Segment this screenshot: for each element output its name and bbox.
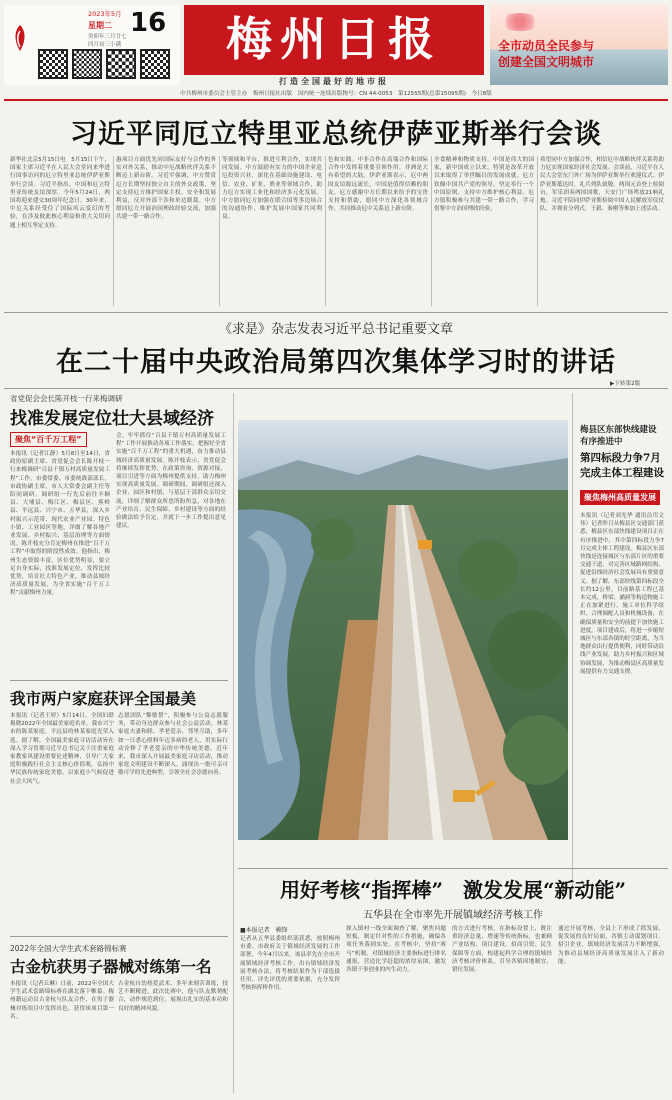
- section-rule: [4, 388, 668, 389]
- right-story-title-small-2: 有序推进中: [580, 437, 623, 447]
- section-rule: [10, 936, 228, 937]
- banner-line-1: 全市动员全民参与: [498, 39, 595, 53]
- sport-story-title: 古金杭获男子器械对练第一名: [10, 957, 212, 976]
- masthead-date-panel: [4, 5, 180, 85]
- qr-code-icon: [140, 49, 170, 79]
- column-divider: [537, 156, 538, 306]
- masthead-lunar-2: 四月初三小满: [88, 42, 122, 48]
- left-story-body-col-2: 会，牢牢抓住“百县千镇万村高质量发展工程”工作开展推动各项工作落实，把握好全省实施“百千万工程”的重大机遇，奋力推动县域经济高质量发展。陈开枝表示，省党促会将继续发挥优势，在政策咨询、资源对接、项目引进等方面为梅州提供支持，助力梅州实现高质量发展。调研期间，调研组还深入企业、园区和村镇，与基层干部群众亲切交流，详细了解群众所思所盼所急，对各地在产业培育、民生保障、乡村建设等方面的经验做法给予肯定，并就下一步工作提出意见建议。: [116, 433, 226, 530]
- masthead: [4, 5, 668, 85]
- right-story-title-big-1: 第四标段力争7月: [580, 452, 661, 464]
- left-story-body-col-1: 本报讯（记者江静）5月8日至14日，省政协原副主席、省党促会会长陈开枝一行来梅调研“百县千镇万村高质量发展工程”工作。市委常委、市委统战部部长，市政协副主席，市人大常委会副主任等陪同调研。调研组一行先后前往丰顺县、大埔县、梅江区、梅县区、蕉岭县、平远县、兴宁市、五华县，深入乡村振兴示范带、现代农业产业园、特色小镇、工业园区等地，详细了解各地产业发展、乡村振兴、基层治理等方面情况。陈开枝充分肯定梅州在推进“百千万工程”中取得的阶段性成效。他指出，梅州生态资源丰富，区位优势明显，要立足自身实际，找准发展定位，发挥比较优势，培育壮大特色产业，推动县域经济高质量发展，为全省实施“百千万工程”贡献梅州力量。: [10, 451, 110, 597]
- kaohe-body-col-2: 探入镇村一线全面调查了解，聚焦问题短板，制定针对性的工作措施，确保各项任务落到实处。在考核中，坚持“赛马”机制，对镇域经济主要指标进行排名通报，营造比学赶超的浓厚氛围，激发各镇干事创业的内生动力。: [346, 926, 446, 974]
- kaohe-title: 用好考核“指挥棒” 激发发展“新动能”: [279, 878, 626, 902]
- kaohe-body-col-1: 记者从五华县委组织部获悉，按照梅州市委、市政府关于镇域经济发展的工作部署，今年4月以来，该县率先在全市开展镇域经济考核工作，出台镇域经济发展考核办法，将考核结果作为干部选拔任用、评先评优的重要依据，充分发挥考核指挥棒作用。: [240, 936, 340, 992]
- qr-code-icon: [72, 49, 102, 79]
- masthead-date: 2023年5月: [88, 10, 122, 18]
- masthead-emblem-icon: [10, 23, 30, 53]
- right-story-tag: 聚焦梅州高质量发展: [580, 490, 660, 505]
- column-divider: [113, 156, 114, 306]
- right-story-title-small-1: 梅县区东部快线建设: [580, 425, 657, 435]
- banner-flower-icon: [500, 13, 540, 31]
- kaohe-byline: ■本报记者 赖锋: [240, 927, 288, 934]
- masthead-rule: [4, 99, 668, 101]
- column-divider: [219, 156, 220, 306]
- right-story-body: 本报讯（记者刘光华 通讯员邝文伟）记者昨日从梅县区交通部门获悉，梅县区东部快线建设项目正在有序推进中，其中第四标段力争7月完成主体工程建设。梅县区东部快线是连接城区与东部片区的重要交通干道，对完善区域路网结构、促进沿线经济社会发展具有重要意义。据了解，东部快线第四标段全长约12公里，目前路基工程已基本完成，桥梁、涵洞等构造物施工正在加紧进行。施工单位科学组织、合理调配人员和机械设备，在确保质量和安全的前提下加快施工进度。项目建成后，将进一步缩短城区与东部各镇的时空距离，为当地群众出行提供便利，同时带动沿线产业发展，助力乡村振兴和区域协调发展，为推动梅县区高质量发展提供有力交通支撑。: [580, 513, 664, 675]
- headline-body-col-2: 惠项目方面优先同国际友好与合作的务实对外关系，推动中厄战略伙伴关系不断迈上新台阶。习近平强调，中方赞赏厄方长期坚持独立自主的外交政策，坚定支持厄方维护国家主权、安全和发展利益，反对外部干涉和单边制裁。中方愿同厄方开展治国理政经验交流，加强共建一带一路合作。: [116, 157, 216, 221]
- column-divider: [233, 393, 234, 1093]
- qr-code-icon: [38, 49, 68, 79]
- headline-body-col-1: 新华社北京5月15日电 5月15日下午，国家主席习近平在人民大会堂同来华进行国事访问的厄立特里亚总统伊萨亚斯举行会谈。习近平指出，中国和厄立特里亚传统友谊深厚。今年5月24日，两国将迎来建交30周年纪念日。30年来，中厄关系经受住了国际风云变幻的考验，在涉及彼此核心利益和重大关切问题上相互坚定支持。: [10, 157, 110, 229]
- headline-body-col-5: 全食精神和物质支持。中国是伟大的国家，新中国成立以来，特别是改革开放以来取得了举世瞩目的发展成就。厄方钦佩中国共产党的领导，坚定奉行一个中国原则，支持中方维护核心利益。厄方愿积极参与共建一带一路合作，学习借鉴中方治国理政经验。: [434, 157, 534, 213]
- construction-photo: [238, 420, 568, 840]
- civilization-banner: [490, 5, 668, 85]
- banner-line-2: 创建全国文明城市: [498, 55, 595, 69]
- sport-story-kicker: 2022年全国大学生武术套路锦标赛: [10, 944, 127, 953]
- headline-body-col-6: 希望同中方加强合作，相信厄中战略伙伴关系将助力厄实现国家经济社会发展。会谈前，习近平在人民大会堂东门外广场为伊萨亚斯举行欢迎仪式。伊萨亚斯抵达时，礼兵列队致敬。两国元首登上检阅台，军乐团奏两国国歌，天安门广场鸣放21响礼炮。习近平陪同伊萨亚斯检阅中国人民解放军仪仗队，并观看分列式。王毅、秦刚等参加上述活动。: [540, 157, 664, 213]
- sport-story-body-col-1: 本报讯（记者丘琳）日前，2022年全国大学生武术套路锦标赛在湖北落下帷幕。梅州籍运动员古金杭与队友合作，在男子器械对练项目中发挥出色，获得该项目第一名。: [10, 981, 114, 1020]
- qiushi-jump-link[interactable]: ▶下转第2版: [610, 381, 641, 387]
- column-divider: [572, 393, 573, 893]
- left-story-title: 找准发展定位壮大县域经济: [10, 409, 214, 429]
- kaohe-body-col-3: 的方式进行考核，在指标设置上，既注重经济总量、增速等传统指标，也兼顾产业结构、项目建设、招商引资、民生保障等方面，构建起科学合理的镇域经济考核评价体系，引导各镇因地制宜、错位发展。: [452, 926, 552, 974]
- masthead-slogan: 打造全国最好的地市报: [279, 76, 389, 86]
- qiushi-title: 在二十届中央政治局第四次集体学习时的讲话: [56, 347, 616, 378]
- masthead-day: 16: [130, 8, 167, 38]
- section-rule: [4, 312, 668, 313]
- masthead-lunar-1: 癸卯年三月廿七: [88, 34, 127, 40]
- masthead-weekday: 星期二: [88, 21, 112, 30]
- section-rule: [10, 680, 228, 681]
- headline-body-col-3: 等领域和平台，推进互利合作，实现共同发展。中方鼓励有实力的中国企业赴厄投资兴业，深化在基础设施建设、电信、农业、矿业、渔业等领域合作，助力厄方实现工业化和经济多元化发展。中方愿同厄方加强在联合国等多边场合的沟通协作，维护发展中国家共同利益。: [222, 157, 322, 221]
- qr-code-icon: [106, 49, 136, 79]
- kaohe-body-col-4: 通过开展考核，全县上下形成了抓发展、促发展的良好局面，各镇主动谋划项目、招引企业，镇域经济发展活力不断增强，为推动县域经济高质量发展注入了新动能。: [558, 926, 664, 965]
- right-story-title-big-2: 完成主体工程建设: [580, 467, 664, 479]
- headline-body-col-4: 色和实践。中非合作在高端合作和国际合作中发挥着重要引领作用。非洲是大有希望的大陆。伊萨亚斯表示，厄中两国友谊源远流长，中国是值得信赖的朋友。厄方感谢中方长期以来给予的宝贵支持和帮助，愿同中方深化各领域合作，共同推动厄中关系迈上新台阶。: [328, 157, 428, 213]
- prize-story-title: 我市两户家庭获评全国最美: [10, 689, 197, 708]
- column-divider: [431, 156, 432, 306]
- masthead-title-block: [184, 5, 484, 75]
- masthead-title: 梅州日报: [226, 12, 442, 66]
- construction-photo-image: [238, 420, 568, 840]
- left-story-tag: 聚焦“百千万工程”: [10, 432, 87, 447]
- headline-title: 习近平同厄立特里亚总统伊萨亚斯举行会谈: [70, 119, 602, 150]
- section-rule: [238, 868, 668, 869]
- qiushi-kicker: 《求是》杂志发表习近平总书记重要文章: [218, 322, 453, 337]
- left-story-kicker: 省党促会会长陈开枝一行来梅调研: [10, 394, 123, 403]
- masthead-info: 中共梅州市委员会主管主办 梅州日报社出版 国内统一连续出版物号：CN 44-0053 第12555期(总第15095期) 今日8版: [180, 91, 492, 97]
- prize-story-body-col-2: 志愿团队“黎敏帮”，积极参与公益志愿服务，带动身边群众参与社会公益活动。林某家庭夫妻和睦、孝老爱亲、邻里互助，多年如一日悉心照料年迈多病的老人，用实际行动诠释了孝老爱亲的中华传统美德。近年来，我市深入开展最美家庭寻访活动，推动家庭文明建设不断深入，涌现出一批可亲可敬可学的先进典型，引领全社会崇德向善。: [118, 713, 228, 777]
- prize-story-body-col-1: 本报讯（记者王婷）5月14日，全国妇联揭晓2022年全国最美家庭名单。我市兴宁市的陈某家庭、平远县的林某家庭光荣入选。据了解，全国最美家庭寻访活动旨在深入学习贯彻习近平总书记关于注重家庭家教家风建设重要论述精神，引导广大家庭积极践行社会主义核心价值观，弘扬中华民族传统家庭美德，以家庭小气候促进社会大风气。: [10, 713, 114, 785]
- kaohe-subtitle: 五华县在全市率先开展镇域经济考核工作: [363, 910, 543, 921]
- column-divider: [325, 156, 326, 306]
- sport-story-body-col-2: 古金杭自幼热爱武术，多年来刻苦训练，技艺不断精进。此次比赛中，他与队友默契配合，动作规范到位，展现出扎实的基本功和良好的精神风貌。: [118, 981, 228, 1012]
